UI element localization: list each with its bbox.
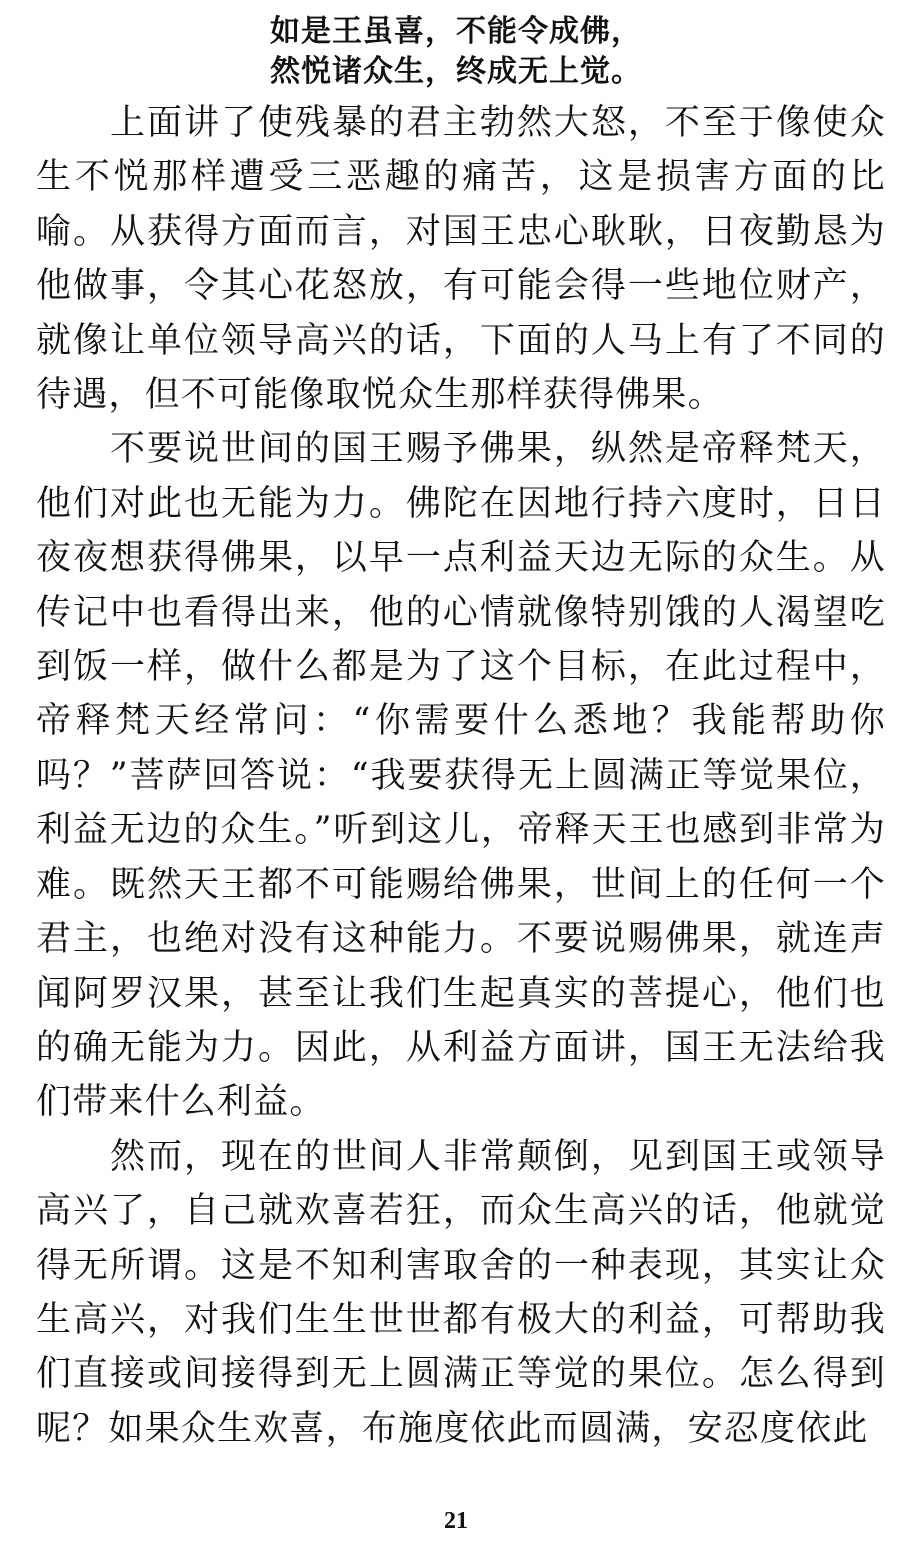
paragraph-1: 上面讲了使残暴的君主勃然大怒，不至于像使众生不悦那样遭受三恶趣的痛苦，这是损害方面的比喻。从获得方面而言，对国王忠心耿耿，日夜勤恳为他做事，令其心花怒放，有可能会得一些地位财产，就像让单位领导高兴的话，下面的人马上有了不同的待遇，但不可能像取悦众生那样获得佛果。 <box>36 103 886 416</box>
page-number: 21 <box>444 1508 468 1534</box>
commentary-body <box>36 96 886 1456</box>
verse-line-1: 如是王虽喜，不能令成佛， <box>270 14 642 49</box>
verse-line-2: 然悦诸众生，终成无上觉。 <box>270 54 642 89</box>
paragraph-3: 然而，现在的世间人非常颠倒，见到国王或领导高兴了，自己就欢喜若狂，而众生高兴的话，他就觉得无所谓。这是不知利害取舍的一种表现，其实让众生高兴，对我们生生世世都有极大的利益，可帮助我们直接或间接得到无上圆满正等觉的果位。怎么得到呢？如果众生欢喜，布施度依此而圆满，安忍度依此 <box>36 1136 886 1449</box>
paragraph-2: 不要说世间的国王赐予佛果，纵然是帝释梵天，他们对此也无能为力。佛陀在因地行持六度时，日日夜夜想获得佛果，以早一点利益天边无际的众生。从传记中也看得出来，他的心情就像特别饿的人渴望吃到饭一样，做什么都是为了这个目标，在此过程中，帝释梵天经常问：“你需要什么悉地？我能帮助你吗？”菩萨回答说：“我要获得无上圆满正等觉果位，利益无边的众生。”听到这儿，帝释天王也感到非常为难。既然天王都不可能赐给佛果，世间上的任何一个君主，也绝对没有这种能力。不要说赐佛果，就连声闻阿罗汉果，甚至让我们生起真实的菩提心，他们也的确无能为力。因此，从利益方面讲，国王无法给我们带来什么利益。 <box>36 429 886 1123</box>
